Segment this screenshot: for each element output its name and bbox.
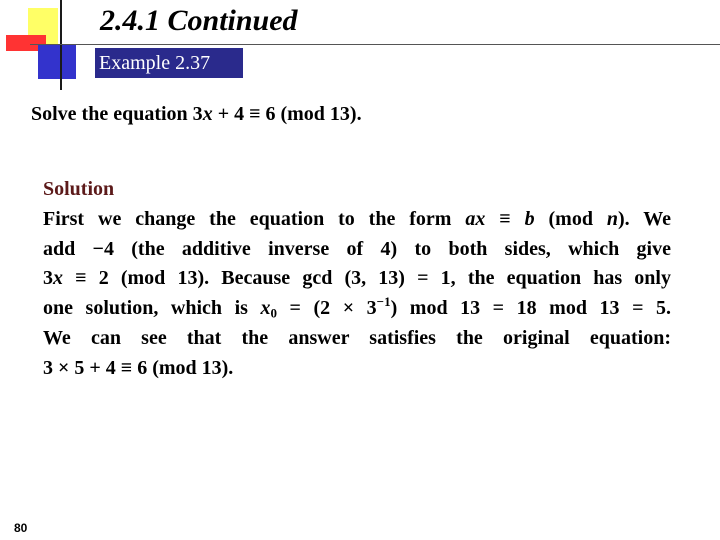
decoration-horizontal-line — [30, 44, 720, 45]
example-label: Example 2.37 — [95, 48, 243, 78]
solution-line-5: We can see that the answer satisfies the original equation: — [43, 326, 671, 349]
text-fragment: First we change the equation to the form — [43, 207, 466, 230]
text-fragment: ) mod 13 = 18 mod 13 = 5. — [390, 297, 672, 320]
math-variable: x — [53, 267, 63, 290]
subscript: 0 — [270, 305, 277, 321]
text-fragment: 3 — [43, 267, 53, 290]
solution-heading: Solution — [43, 178, 115, 200]
math-variable: x — [260, 297, 271, 320]
math-variable: b — [524, 207, 535, 230]
solution-line-4 — [43, 294, 671, 324]
problem-variable: x — [202, 103, 213, 125]
slide-title: 2.4.1 Continued — [100, 4, 298, 37]
decoration-vertical-line — [60, 0, 62, 90]
math-variable: n — [606, 207, 619, 230]
solution-block — [43, 175, 671, 384]
problem-prefix: Solve the equation 3 — [31, 103, 203, 125]
solution-line-3 — [43, 264, 671, 294]
text-fragment: = (2 × 3 — [276, 297, 377, 320]
solution-line-6: 3 × 5 + 4 ≡ 6 (mod 13). — [43, 356, 234, 379]
superscript: −1 — [376, 294, 391, 310]
math-variable: ax — [465, 207, 486, 230]
solution-line-1 — [43, 205, 671, 235]
page-number: 80 — [14, 521, 28, 535]
problem-statement — [31, 103, 362, 126]
text-fragment: ). We — [618, 207, 672, 230]
decoration-blue-square — [38, 44, 76, 79]
text-fragment: (mod — [534, 207, 607, 230]
text-fragment: ≡ 2 (mod 13). Because gcd (3, 13) = 1, the equation has only — [63, 267, 671, 290]
solution-line-2: add −4 (the additive inverse of 4) to both sides, which give — [43, 237, 671, 260]
text-fragment: ≡ — [485, 207, 525, 230]
text-fragment: one solution, which is — [43, 297, 261, 320]
problem-suffix: + 4 ≡ 6 (mod 13). — [212, 103, 362, 125]
